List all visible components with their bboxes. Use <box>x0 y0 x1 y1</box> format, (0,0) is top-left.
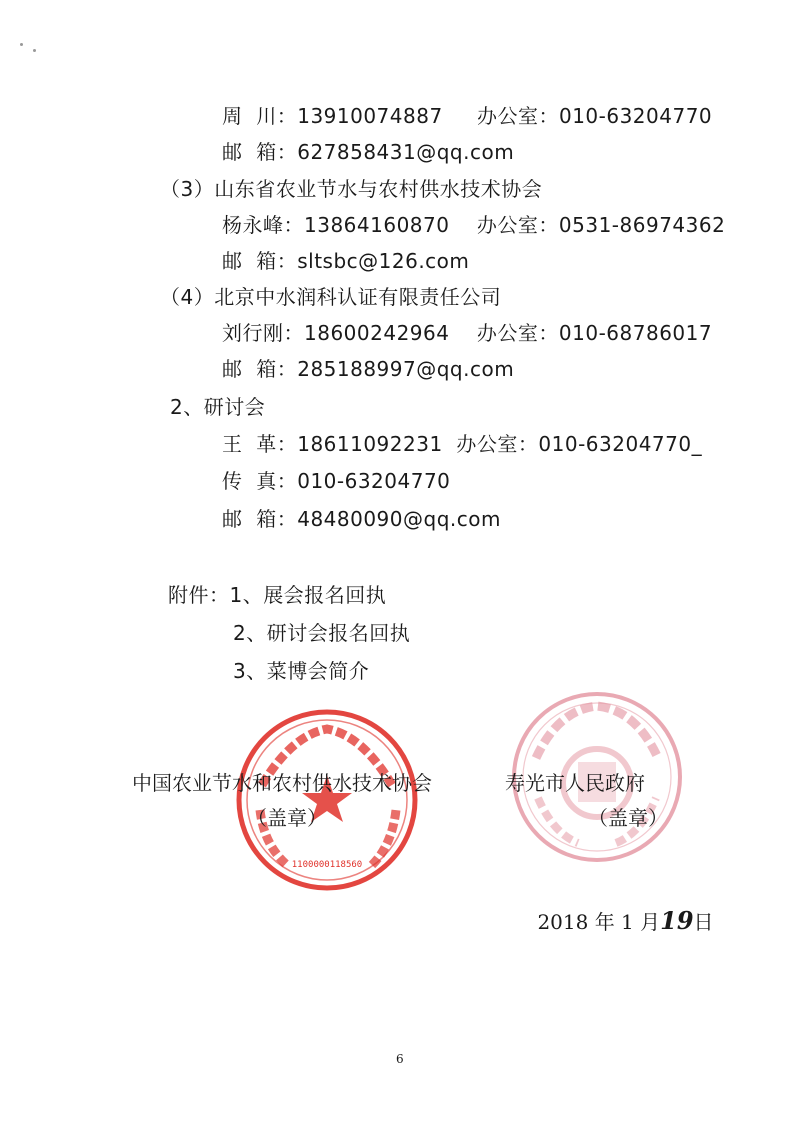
section3-email-line: 邮 箱：sltsbc@126.com <box>222 249 470 273</box>
attachment-line-3: 3、菜博会简介 <box>233 659 370 683</box>
section4-title: （4）北京中水润科认证有限责任公司 <box>160 285 502 309</box>
section4-contact-line: 刘行刚：18600242964 办公室：010-68786017 <box>222 321 713 345</box>
left-official-seal-icon <box>232 705 422 895</box>
page-number: 6 <box>396 1052 404 1066</box>
section3-title: （3）山东省农业节水与农村供水技术协会 <box>160 177 543 201</box>
date-prefix: 2018 年 1 月 <box>537 910 661 934</box>
contact-zhou-line: 周 川：13910074887 办公室：010-63204770 <box>222 104 713 128</box>
attachment-line-2: 2、研讨会报名回执 <box>233 621 411 645</box>
seminar-heading: 2、研讨会 <box>170 395 266 419</box>
signature-org-right: 寿光市人民政府 <box>505 771 645 795</box>
attachment-line-1: 附件：1、展会报名回执 <box>168 583 387 607</box>
contact-zhou-email: 邮 箱：627858431@qq.com <box>222 140 515 164</box>
section4-email-line: 邮 箱：285188997@qq.com <box>222 357 515 381</box>
date-suffix: 日 <box>693 910 714 934</box>
scan-speck <box>33 49 36 52</box>
signature-org-left: 中国农业节水和农村供水技术协会 <box>132 771 432 795</box>
signature-date <box>512 885 714 958</box>
signature-seal-left: （盖章） <box>247 806 327 830</box>
left-seal-code: 1100000118560 <box>291 860 363 870</box>
seminar-email-line: 邮 箱：48480090@qq.com <box>222 507 501 531</box>
seminar-contact-line: 王 革：18611092231 办公室：010-63204770_ <box>222 432 703 456</box>
date-day-handwritten: 19 <box>660 906 694 935</box>
section3-contact-line: 杨永峰：13864160870 办公室：0531-86974362 <box>222 213 726 237</box>
signature-seal-right: （盖章） <box>588 806 668 830</box>
scan-speck <box>20 43 23 46</box>
seminar-fax-line: 传 真：010-63204770 <box>222 469 451 493</box>
